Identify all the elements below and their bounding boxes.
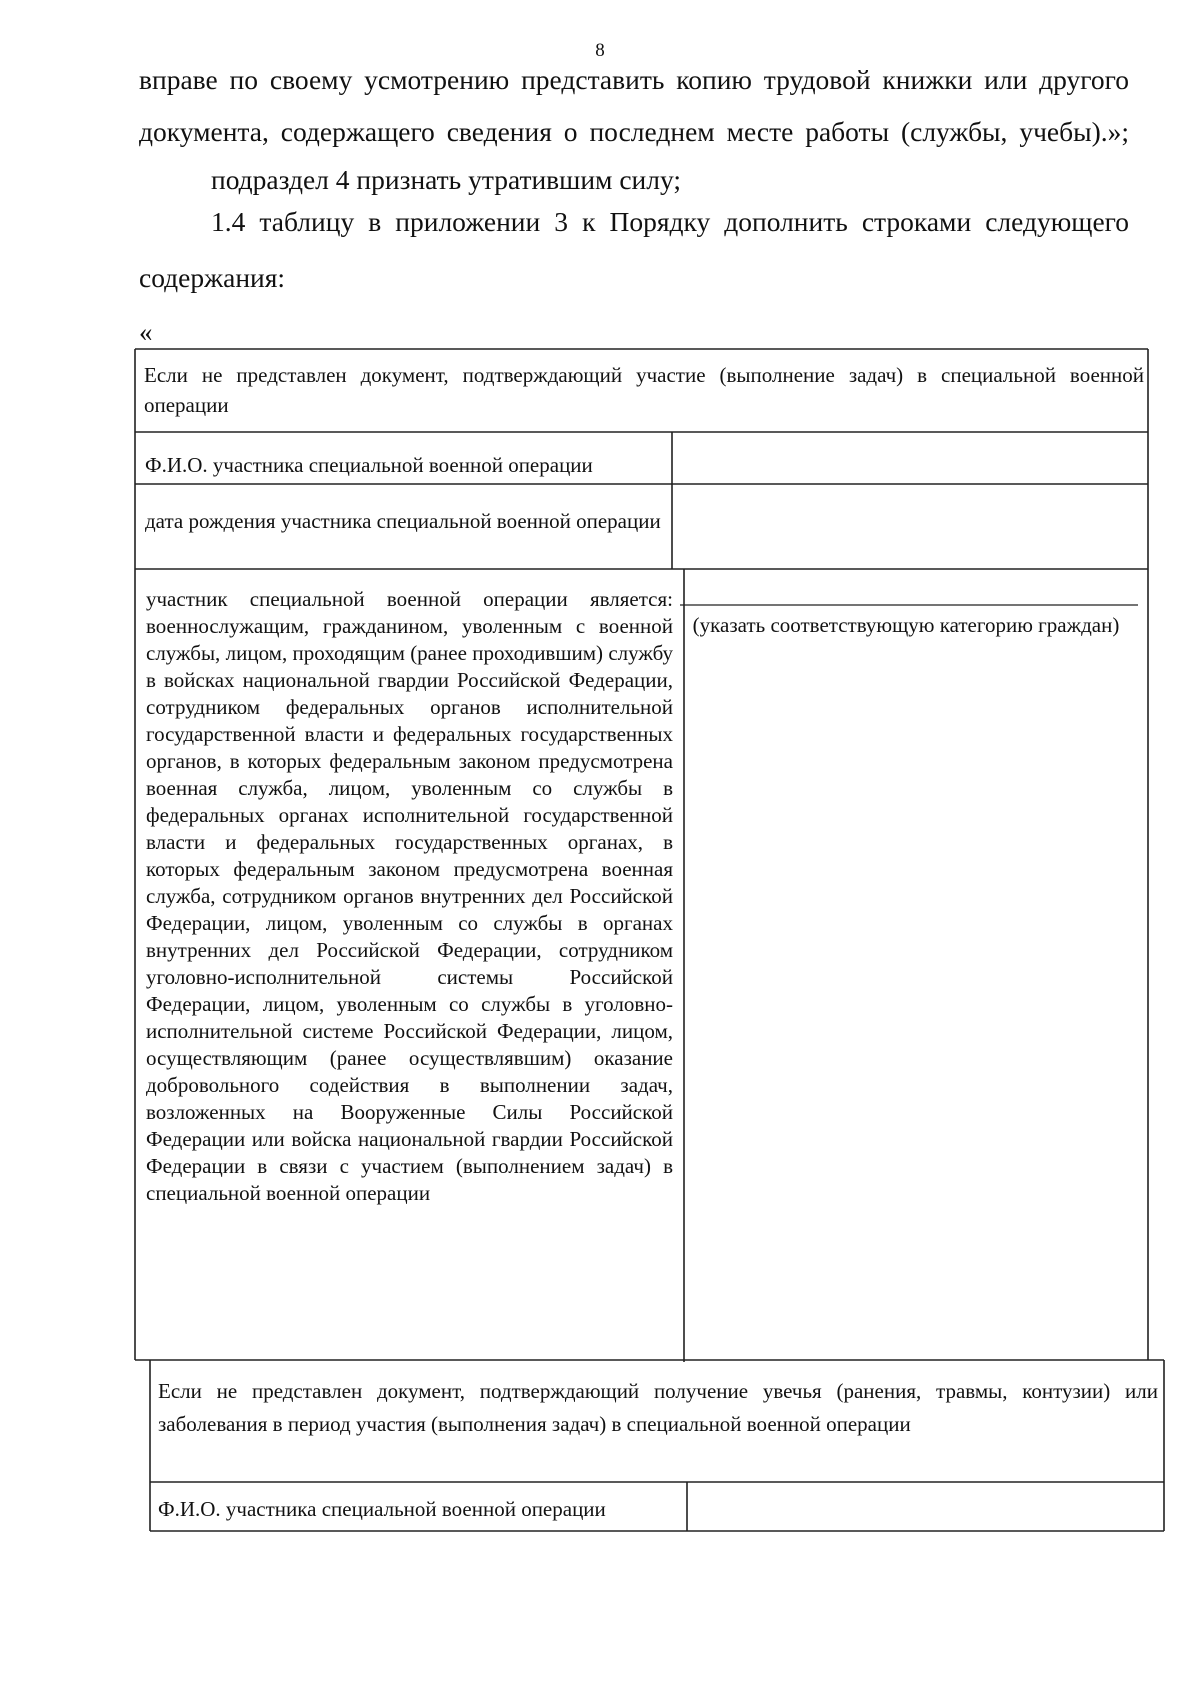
fio-label: Ф.И.О. участника специальной военной операции [145, 453, 593, 477]
participant-category-label: участник специальной военной операции является: военнослужащим, гражданином, уволенным с военной службы, лицом, проходящим (ранее проходившим) службу в войсках национальной гвардии Российской Федерации, сотрудником федеральных органов исполнительной государственной власти и федеральных государственных органов, в которых федеральным законом предусмотрена военная служба, лицом, уволенным со службы в федеральных органах исполнительной государственной власти и федеральных государственных органах, в которых федеральным законом предусмотрена военная служба, сотрудником органов внутренних дел Российской Федерации, лицом, уволенным со службы в органах внутренних дел Российской Федерации, сотрудником уголовно-исполнительной системы Российской Федерации, лицом, уволенным со службы в уголовно-исполнительной системе Российской Федерации, лицом, осуществляющим (ранее осуществлявшим) оказание добровольного содействия в выполнении задач, возложенных на Вооруженные Силы Российской Федерации или войска национальной гвардии Российской Федерации в связи с участием (выполнением задач) в специальной военной операции [146, 587, 673, 1205]
participant-category-hint: (указать соответствующую категорию граждан) [692, 613, 1120, 637]
opening-quote: « [139, 317, 153, 347]
fio-label-2: Ф.И.О. участника специальной военной операции [158, 1497, 606, 1521]
page-number: 8 [595, 40, 605, 61]
intro-line-1: вправе по своему усмотрению представить копию трудовой книжки или другого [139, 64, 1129, 95]
fio-value-cell[interactable] [674, 434, 1146, 482]
fio-value-cell-2[interactable] [689, 1484, 1162, 1529]
item-1-4-line-1: 1.4 таблицу в приложении 3 к Порядку дополнить строками следующего [211, 206, 1129, 237]
intro-line-2: документа, содержащего сведения о последнем месте работы (службы, учебы).»; [139, 116, 1129, 147]
birth-date-label: дата рождения участника специальной военной операции [145, 509, 661, 533]
birth-date-value-cell[interactable] [674, 486, 1146, 567]
item-1-4-line-2: содержания: [139, 262, 286, 293]
section-1-header: Если не представлен документ, подтверждающий участие (выполнение задач) в специальной военной операции [144, 363, 1144, 417]
section-2-header: Если не представлен документ, подтверждающий получение увечья (ранения, травмы, контузии) или заболевания в период участия (выполнения задач) в специальной военной операции [158, 1379, 1158, 1436]
subsection-repeal: подраздел 4 признать утратившим силу; [211, 164, 682, 195]
